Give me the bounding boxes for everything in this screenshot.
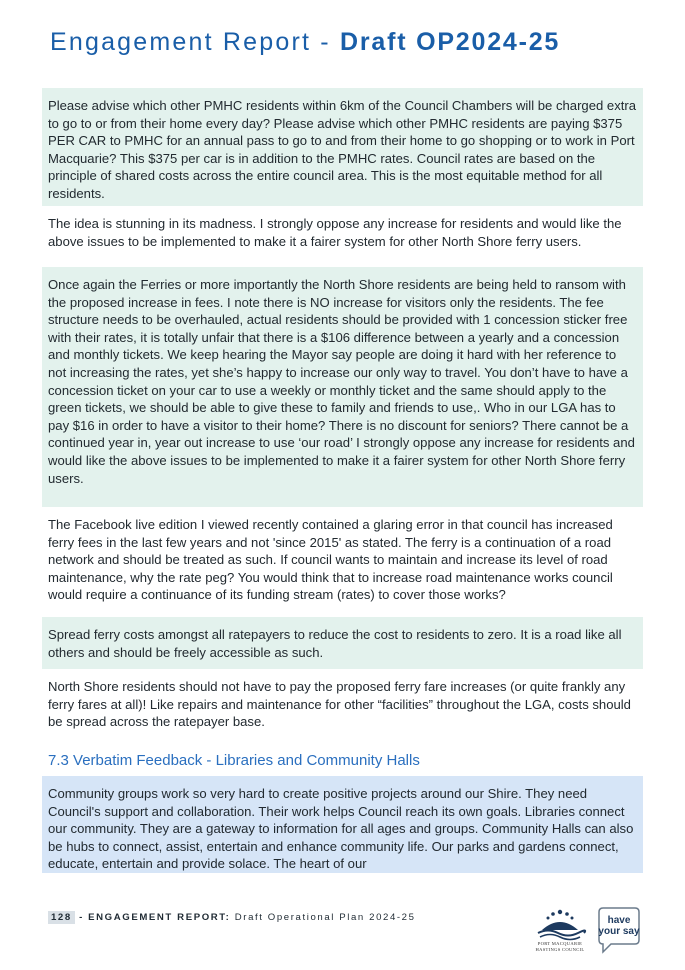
comment-block: Spread ferry costs amongst all ratepayers to reduce the cost to residents to zero. It is a road like all others and should be freely accessible as such. bbox=[42, 617, 643, 669]
have-text-line1: have bbox=[607, 915, 631, 926]
comment-block: The idea is stunning in its madness. I strongly oppose any increase for residents and would like the above issues to be implemented to make it a fairer system for other North Shore ferry users. bbox=[48, 216, 622, 249]
have-your-say-logo bbox=[597, 906, 641, 954]
council-name-line2: HASTINGS COUNCIL bbox=[535, 946, 585, 952]
comment-block: Once again the Ferries or more importantly the North Shore residents are being held to ransom with the proposed increase in fees. I note there is NO increase for visitors only the residents. The fee structure needs to be overhauled, actual residents should be provided with 1 concession sticker free with their rates, it is totally unfair that there is a $106 difference between a yearly and a concession and monthly tickets. We keep hearing the Mayor say people are doing it hard with her reference to not increasing the rates, yet she’s happy to increase our only way to travel. You don’t have to have a concession ticket on your car to use a weekly or monthly ticket and the same should apply to the green tickets, we should be able to give these to family and friends to use,. Who in our LGA has to pay $16 in order to have a visitor to their home? There is no discount for seniors? There cannot be a continued year in, year out increase to use ‘our road’ I strongly oppose any increase for residents and would like the above issues to be implemented to make it a fairer system for other North Shore ferry users. bbox=[42, 267, 643, 507]
council-name-line1: PORT MACQUARIE bbox=[537, 941, 583, 946]
page-number: 128 bbox=[48, 911, 75, 924]
page-footer bbox=[48, 912, 416, 923]
footer-doc-name: Draft Operational Plan 2024-25 bbox=[230, 912, 416, 923]
comment-block: Please advise which other PMHC residents within 6km of the Council Chambers will be charged extra to go to or from their home every day? Please advise which other PMHC residents are paying $375 PER CAR to PMHC for an annual pass to go to and from their home to go shopping or to work in Port Macquarie? This $375 per car is in addition to the PMHC rates. Council rates are based on the principle of shared costs across the entire council area. This is the most equitable method for all residents. bbox=[42, 88, 643, 206]
have-text-line2: your say bbox=[598, 926, 640, 937]
council-emblem-icon bbox=[528, 906, 592, 942]
page-title-bold: Draft OP2024-25 bbox=[339, 28, 561, 56]
section-heading: 7.3 Verbatim Feedback - Libraries and Community Halls bbox=[48, 752, 420, 769]
footer-label: - ENGAGEMENT REPORT: bbox=[74, 912, 231, 923]
comment-block: Community groups work so very hard to create positive projects around our Shire. They need Council's support and collaboration. Their work helps Council reach its own goals. Libraries connect our community. They are a gateway to information for all ages and groups. Community Halls can also be hubs to connect, assist, entertain and enhance community life. Our parks and gardens connect, educate, entertain and provide solace. The heart of our bbox=[42, 776, 643, 873]
comment-block: The Facebook live edition I viewed recently contained a glaring error in that council has increased ferry fees in the last few years and not 'since 2015' as stated. The ferry is a continuation of a road network and should be treated as such. If council wants to maintain and increase its level of road maintenance, why the rate peg? You would think that to increase road maintenance works council would require a continuance of its funding stream (rates) to cover those works? bbox=[48, 517, 613, 603]
comment-block: North Shore residents should not have to pay the proposed ferry fare increases (or quite frankly any ferry fares at all)! Like repairs and maintenance for other “facilities” throughout the LGA, costs should be spread across the ratepayer base. bbox=[48, 679, 631, 730]
page-title bbox=[50, 28, 560, 57]
council-logo bbox=[528, 906, 592, 954]
page-title-prefix: Engagement Report - bbox=[50, 28, 340, 56]
